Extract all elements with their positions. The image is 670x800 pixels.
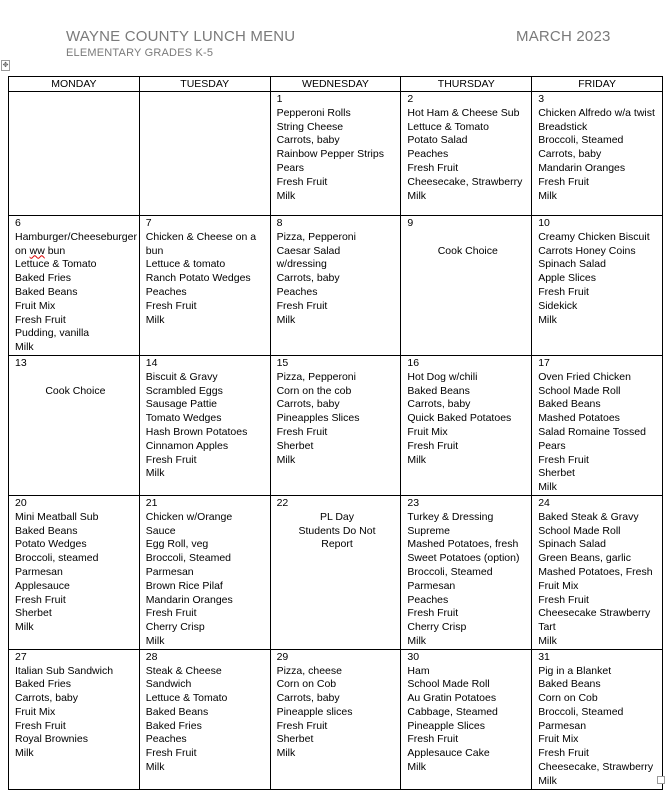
day-number: 8 — [276, 217, 283, 229]
menu-item: Egg Roll, veg — [145, 538, 209, 551]
menu-item: Fresh Fruit — [538, 175, 589, 188]
menu-item: Spinach Salad — [538, 258, 606, 271]
menu-item: Parmesan — [538, 719, 587, 732]
day-cell — [139, 92, 270, 216]
menu-item: Milk — [276, 747, 296, 760]
menu-item: Spinach Salad — [538, 538, 606, 551]
menu-item: Lettuce & Tomato — [145, 692, 228, 705]
menu-item: Parmesan — [145, 565, 194, 578]
menu-item: Milk — [15, 621, 34, 634]
menu-item: Baked Fries — [145, 719, 202, 732]
menu-item: Brown Rice Pilaf — [145, 579, 223, 592]
menu-item: Fresh Fruit — [15, 593, 66, 606]
menu-item: Fresh Fruit — [538, 285, 589, 298]
menu-item: Carrots, baby — [276, 134, 340, 147]
menu-item: Parmesan — [407, 579, 456, 592]
menu-header — [66, 28, 295, 59]
menu-item: Sweet Potatoes (option) — [407, 552, 520, 565]
menu-item: Hamburger/Cheeseburger — [15, 230, 137, 243]
menu-item: Mini Meatball Sub — [15, 510, 99, 523]
day-cell — [9, 649, 140, 789]
day-cell — [401, 495, 532, 649]
menu-item: Pizza, Pepperoni — [276, 230, 356, 243]
menu-item: Turkey & Dressing — [407, 510, 494, 523]
menu-item: Sherbet — [538, 467, 575, 480]
menu-item: Fresh Fruit — [538, 747, 589, 760]
menu-item: Fresh Fruit — [145, 299, 197, 312]
day-header-wednesday: WEDNESDAY — [270, 77, 401, 92]
day-cell — [532, 92, 663, 216]
menu-item: Caesar Salad — [276, 244, 341, 257]
day-cell — [401, 649, 532, 789]
menu-item: Green Beans, garlic — [538, 552, 631, 565]
day-number: 15 — [276, 356, 289, 369]
day-cell — [139, 649, 270, 789]
menu-item: Carrots, baby — [407, 398, 471, 411]
menu-item: Corn on Cob — [276, 678, 337, 691]
menu-item: Broccoli, Steamed — [538, 134, 624, 147]
menu-item: Fruit Mix — [538, 733, 579, 746]
day-number: 6 — [15, 217, 21, 229]
menu-item: Sandwich — [145, 678, 192, 691]
menu-item: Cherry Crisp — [145, 621, 205, 634]
menu-item: Au Gratin Potatoes — [407, 692, 497, 705]
menu-item: Cherry Crisp — [407, 621, 467, 634]
menu-item: Baked Beans — [407, 384, 470, 397]
menu-item: Baked Beans — [15, 524, 78, 537]
day-cell — [270, 216, 401, 356]
menu-item: Milk — [538, 634, 557, 647]
menu-item: Peaches — [407, 148, 449, 161]
day-number: 14 — [145, 356, 158, 369]
menu-item: Fresh Fruit — [145, 453, 197, 466]
menu-item: Tart — [538, 621, 556, 634]
menu-item: Fresh Fruit — [538, 453, 589, 466]
weekday-header-row — [9, 77, 663, 92]
menu-item: Baked Fries — [15, 678, 72, 691]
menu-item: Chicken & Cheese on a — [145, 230, 257, 243]
menu-subtitle: ELEMENTARY GRADES K-5 — [66, 47, 214, 59]
menu-item: Mandarin Oranges — [538, 161, 626, 174]
menu-item: Milk — [276, 189, 296, 202]
table-move-handle-icon[interactable]: ✥ — [2, 61, 9, 69]
menu-item: Fruit Mix — [15, 705, 56, 718]
menu-item: Milk — [407, 189, 427, 202]
day-header-monday: MONDAY — [9, 77, 140, 92]
menu-item: School Made Roll — [538, 384, 621, 397]
menu-item: Sherbet — [276, 439, 314, 452]
day-number: 24 — [538, 496, 550, 509]
menu-item: Baked Beans — [538, 678, 601, 691]
menu-item: Fresh Fruit — [145, 747, 197, 760]
menu-item: Milk — [407, 453, 427, 466]
menu-item: Fresh Fruit — [407, 439, 459, 452]
menu-item: w/dressing — [276, 258, 327, 271]
menu-item: Fresh Fruit — [538, 593, 589, 606]
menu-item: String Cheese — [276, 120, 344, 133]
week-row — [9, 649, 663, 789]
week-row — [9, 355, 663, 495]
menu-item: bun — [145, 244, 164, 257]
day-cell — [9, 92, 140, 216]
menu-item: Cheesecake, Strawberry — [407, 175, 523, 188]
menu-item: Milk — [407, 761, 427, 774]
menu-item: Hot Ham & Cheese Sub — [407, 106, 520, 119]
menu-item: Carrots, baby — [15, 692, 79, 705]
day-number: 10 — [538, 217, 550, 229]
day-cell — [139, 216, 270, 356]
menu-title: WAYNE COUNTY LUNCH MENU — [66, 28, 296, 45]
menu-item: Baked Beans — [538, 398, 601, 411]
menu-item: Fresh Fruit — [276, 425, 328, 438]
menu-item: Chicken w/Orange — [145, 510, 233, 523]
menu-item: Royal Brownies — [15, 733, 88, 746]
cook-choice-note: Cook Choice — [437, 244, 498, 257]
day-number: 22 — [276, 496, 289, 509]
menu-item: Pineapple Slices — [407, 719, 486, 732]
day-cell — [270, 649, 401, 789]
menu-item: Carrots, baby — [276, 692, 340, 705]
menu-item: Fresh Fruit — [407, 161, 459, 174]
menu-item: Rainbow Pepper Strips — [276, 148, 384, 161]
menu-item: Applesauce Cake — [407, 747, 490, 760]
day-number: 3 — [538, 93, 545, 105]
menu-item: Lettuce & Tomato — [407, 120, 489, 133]
menu-item: Milk — [407, 634, 427, 647]
menu-item: Milk — [538, 481, 557, 494]
menu-item: Sauce — [145, 524, 176, 537]
day-cell — [270, 495, 401, 649]
day-cell — [270, 355, 401, 495]
day-cell — [401, 216, 532, 356]
menu-item: Milk — [538, 189, 557, 202]
menu-item: Mandarin Oranges — [145, 593, 233, 606]
day-cell — [532, 216, 663, 356]
menu-item: Tomato Wedges — [145, 412, 222, 425]
menu-item: Sidekick — [538, 299, 578, 312]
menu-item: Sherbet — [276, 733, 314, 746]
menu-item: Corn on Cob — [538, 692, 598, 705]
menu-item: Milk — [15, 747, 34, 760]
day-cell — [401, 92, 532, 216]
menu-item: Milk — [145, 313, 165, 326]
menu-item: Sausage Pattie — [145, 398, 218, 411]
menu-item: Fresh Fruit — [276, 299, 328, 312]
day-number: 17 — [538, 356, 550, 369]
menu-item: Mashed Potatoes, fresh — [407, 538, 519, 551]
menu-item: on ww bun — [15, 244, 66, 257]
menu-item: Pears — [538, 439, 566, 452]
week-row — [9, 495, 663, 649]
day-number: 9 — [407, 217, 414, 229]
day-cell — [9, 216, 140, 356]
menu-item: Fresh Fruit — [407, 733, 459, 746]
menu-item: Mashed Potatoes, Fresh — [538, 565, 653, 578]
menu-item: Pineapple slices — [276, 705, 353, 718]
menu-item: Baked Fries — [15, 272, 72, 285]
menu-item: Corn on the cob — [276, 384, 352, 397]
day-cell — [532, 495, 663, 649]
day-number: 2 — [407, 93, 414, 105]
menu-item: Milk — [145, 761, 165, 774]
menu-item: Peaches — [407, 593, 449, 606]
spellcheck-underline: ww — [29, 244, 45, 257]
day-cell — [532, 355, 663, 495]
day-cell — [532, 649, 663, 789]
menu-item: Fresh Fruit — [145, 607, 197, 620]
menu-item: Ham — [407, 664, 430, 677]
menu-item: School Made Roll — [538, 524, 621, 537]
day-number: 13 — [15, 356, 27, 369]
menu-item: Cheesecake Strawberry — [538, 607, 651, 620]
menu-item: Peaches — [145, 285, 187, 298]
menu-item: Carrots, baby — [538, 148, 602, 161]
day-header-tuesday: TUESDAY — [139, 77, 270, 92]
menu-item: Fruit Mix — [407, 425, 448, 438]
menu-item: Biscuit & Gravy — [145, 370, 218, 383]
no-school-note-line: Students Do Not — [298, 524, 376, 537]
menu-item: Hot Dog w/chili — [407, 370, 478, 383]
menu-item: Carrots Honey Coins — [538, 244, 636, 257]
menu-item: Peaches — [276, 285, 318, 298]
day-number: 20 — [15, 496, 27, 509]
menu-item: Peaches — [145, 733, 187, 746]
menu-item: Milk — [538, 774, 557, 787]
menu-item: Potato Salad — [407, 134, 468, 147]
no-school-note-line: PL Day — [319, 510, 355, 523]
no-school-note-line: Report — [321, 538, 353, 551]
menu-item: Pepperoni Rolls — [276, 106, 351, 119]
menu-item: Steak & Cheese — [145, 664, 222, 677]
menu-item: Milk — [276, 313, 296, 326]
menu-item: Pudding, vanilla — [15, 327, 90, 340]
day-number: 1 — [276, 93, 283, 105]
menu-item: Fresh Fruit — [15, 719, 66, 732]
day-cell — [270, 92, 401, 216]
day-header-thursday: THURSDAY — [401, 77, 532, 92]
day-cell — [9, 355, 140, 495]
menu-item: Lettuce & tomato — [145, 258, 226, 271]
menu-item: Applesauce — [15, 579, 70, 592]
menu-item: Supreme — [407, 524, 450, 537]
menu-item: Quick Baked Potatoes — [407, 412, 512, 425]
menu-item: Baked Steak & Gravy — [538, 510, 639, 523]
menu-item: Pizza, cheese — [276, 664, 342, 677]
menu-item: Fresh Fruit — [407, 607, 459, 620]
menu-item: Cabbage, Steamed — [407, 705, 498, 718]
menu-item: School Made Roll — [407, 678, 490, 691]
menu-item: Broccoli, Steamed — [407, 565, 493, 578]
menu-item: Pizza, Pepperoni — [276, 370, 356, 383]
menu-item: Fruit Mix — [15, 299, 56, 312]
day-cell — [401, 355, 532, 495]
day-number: 29 — [276, 650, 289, 663]
menu-item: Hash Brown Potatoes — [145, 425, 248, 438]
menu-item: Pears — [276, 161, 305, 174]
week-row — [9, 92, 663, 216]
menu-item: Milk — [15, 341, 34, 354]
menu-item: Mashed Potatoes — [538, 412, 620, 425]
day-number: 30 — [407, 650, 420, 663]
menu-item: Cheesecake, Strawberry — [538, 761, 654, 774]
menu-item: Salad Romaine Tossed — [538, 425, 646, 438]
cook-choice-note: Cook Choice — [45, 384, 106, 397]
menu-item: Carrots, baby — [276, 272, 340, 285]
menu-month: MARCH 2023 — [516, 28, 611, 45]
day-cell — [139, 495, 270, 649]
menu-item: Cinnamon Apples — [145, 439, 229, 452]
menu-item: Potato Wedges — [15, 538, 87, 551]
day-cell — [139, 355, 270, 495]
day-header-friday: FRIDAY — [532, 77, 663, 92]
menu-item: Baked Beans — [145, 705, 209, 718]
week-row — [9, 216, 663, 356]
table-resize-handle[interactable] — [657, 776, 665, 784]
menu-item: Broccoli, Steamed — [538, 705, 624, 718]
menu-item: Milk — [145, 467, 165, 480]
menu-item: Scrambled Eggs — [145, 384, 223, 397]
menu-item: Fresh Fruit — [276, 175, 328, 188]
menu-item: Carrots, baby — [276, 398, 340, 411]
menu-item: Baked Beans — [15, 285, 78, 298]
menu-item: Parmesan — [15, 565, 63, 578]
menu-item: Italian Sub Sandwich — [15, 664, 114, 677]
menu-item: Fresh Fruit — [15, 313, 66, 326]
day-number: 23 — [407, 496, 420, 509]
menu-item: Chicken Alfredo w/a twist — [538, 106, 655, 119]
day-number: 27 — [15, 650, 27, 663]
menu-item: Breadstick — [538, 120, 588, 133]
day-number: 7 — [145, 217, 152, 229]
menu-item: Creamy Chicken Biscuit — [538, 230, 650, 243]
day-number: 28 — [145, 650, 158, 663]
menu-item: Apple Slices — [538, 272, 596, 285]
menu-item: Lettuce & Tomato — [15, 258, 97, 271]
menu-item: Milk — [276, 453, 296, 466]
day-number: 16 — [407, 356, 420, 369]
menu-item: Milk — [145, 634, 165, 647]
day-cell — [9, 495, 140, 649]
day-number: 31 — [538, 650, 550, 663]
lunch-calendar-table — [8, 76, 663, 790]
day-number: 21 — [145, 496, 158, 509]
menu-item: Fresh Fruit — [276, 719, 328, 732]
menu-item: Milk — [538, 313, 557, 326]
menu-item: Broccoli, Steamed — [145, 552, 232, 565]
menu-item: Ranch Potato Wedges — [145, 272, 251, 285]
menu-item: Broccoli, steamed — [15, 552, 99, 565]
menu-item: Pig in a Blanket — [538, 664, 612, 677]
menu-item: Sherbet — [15, 607, 52, 620]
menu-item: Fruit Mix — [538, 579, 579, 592]
menu-item: Pineapples Slices — [276, 412, 360, 425]
menu-item: Oven Fried Chicken — [538, 370, 631, 383]
